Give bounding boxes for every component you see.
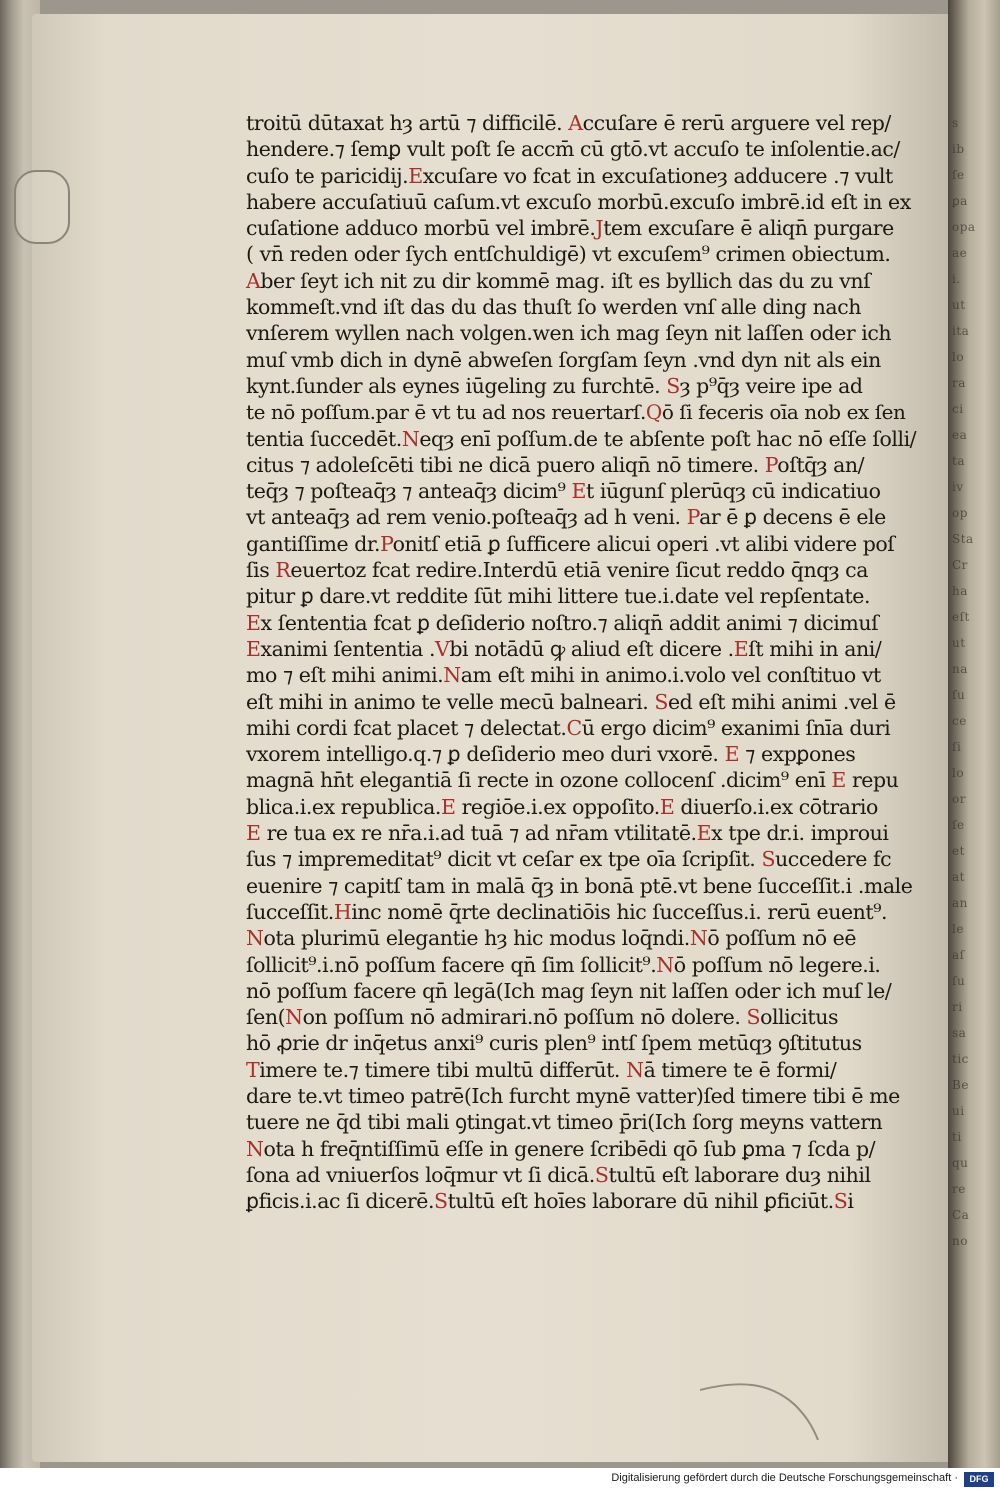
facing-page-fragment: ae	[952, 246, 968, 260]
text-segment: tultū eſt hoīes laborare dū nihil ꝑficiūt.	[447, 1189, 834, 1214]
text-line	[246, 794, 916, 820]
rubric-initial: E	[696, 821, 712, 846]
facing-page-fragment: no	[952, 1234, 968, 1248]
rubric-initial: E	[733, 636, 749, 661]
rubric-initial: S	[833, 1189, 848, 1214]
text-line	[246, 294, 916, 320]
text-line	[246, 110, 916, 136]
text-segment: ſus ⁊ impremeditat⁹ dicit vt ceſar ex tpe oīa ſcripſit.	[246, 847, 762, 872]
facing-page-fragment: op	[952, 506, 968, 520]
text-segment: ſt mihi in ani/	[748, 636, 882, 661]
text-line	[246, 504, 916, 530]
facing-page-fragment: et	[952, 844, 965, 858]
text-segment: euenire ⁊ capitſ tam in malā q̄ȝ in bonā ptē.vt bene ſucceſſit.i .male	[246, 873, 913, 898]
text-line	[246, 452, 916, 478]
facing-page-fragments	[952, 110, 1000, 1260]
text-segment: ū ergo dicim⁹ exanimi ſnīa duri	[581, 715, 891, 740]
text-line	[246, 689, 916, 715]
text-line	[246, 846, 916, 872]
rubric-initial: N	[246, 926, 264, 951]
text-line	[246, 1109, 916, 1135]
facing-page-fragment: or	[952, 792, 966, 806]
text-line	[246, 767, 916, 793]
text-segment: ā timere te ē formi/	[643, 1057, 837, 1082]
text-line	[246, 1188, 916, 1214]
rubric-initial: S	[746, 1005, 761, 1030]
text-segment: tultū eſt laborare duȝ nihil	[608, 1162, 871, 1187]
text-segment: gantiſſime dr.	[246, 531, 381, 556]
text-segment: tentia ſuccedēt.	[246, 426, 402, 451]
facing-page-fragment: ti	[952, 1130, 962, 1144]
rubric-initial: S	[761, 847, 776, 872]
text-segment: i	[847, 1189, 854, 1214]
text-line	[246, 426, 916, 452]
text-segment: cuſatione adduco morbū vel imbrē.	[246, 216, 596, 241]
rubric-initial: N	[626, 1057, 644, 1082]
text-line	[246, 1030, 916, 1056]
text-segment: x ſententia fcat ꝑ deſiderio noſtro.⁊ aliqn̄ addit animi ⁊ dicimuſ	[260, 610, 879, 635]
rubric-initial: E	[408, 163, 423, 188]
facing-page-fragment: ha	[952, 584, 968, 598]
rubric-initial: A	[568, 111, 583, 135]
text-segment: on poſſum nō admirari.nō poſſum nō dolere.	[302, 1005, 747, 1030]
footer	[0, 1468, 1000, 1491]
facing-page-fragment: ſe	[952, 168, 965, 182]
text-segment: oſtq̄ȝ an/	[777, 452, 865, 477]
text-segment: troitū dūtaxat hȝ artū ⁊ difficilē.	[246, 111, 569, 135]
facing-page-fragment: ita	[952, 324, 970, 338]
text-segment: hō ꝓrie dr inq̄etus anxi⁹ curis plen⁹ intſ ſpem metūqȝ ꝯſtitutus	[246, 1031, 862, 1056]
text-block	[246, 110, 916, 1214]
facing-page-fragment: Be	[952, 1078, 969, 1092]
text-segment: magnā hn̄t elegantiā ſi recte in ozone collocenſ .dicim⁹ enī	[246, 768, 832, 793]
text-line	[246, 662, 916, 688]
text-line	[246, 715, 916, 741]
rubric-initial: N	[656, 952, 674, 977]
dfg-logo: DFG	[964, 1472, 994, 1487]
facing-page-fragment: opa	[952, 220, 976, 234]
text-line	[246, 873, 916, 899]
text-segment: ccuſare ē rerū arguere vel rep/	[582, 111, 891, 135]
facing-page-fragment: ſu	[952, 974, 966, 988]
rubric-initial: S	[434, 1189, 448, 1214]
facing-page-fragment: ib	[952, 142, 965, 156]
rubric-initial: E	[724, 742, 740, 767]
rubric-initial: N	[443, 663, 461, 688]
text-line	[246, 189, 916, 215]
text-line	[246, 1083, 916, 1109]
text-segment: uccedere fc	[775, 847, 892, 872]
text-segment: eſt mihi in animo te velle mecū balneari.	[246, 689, 655, 714]
facing-page-fragment: lo	[952, 766, 965, 780]
text-segment: ſona ad vniuerſos loq̄mur vt ſi dicā.	[246, 1162, 595, 1187]
rubric-initial: P	[380, 531, 393, 556]
text-line	[246, 557, 916, 583]
text-segment: inc nomē q̄rte declinatiōis hic ſucceſſus.i. rerū euent⁹.	[351, 899, 888, 924]
text-segment: repu	[845, 768, 899, 793]
facing-page-fragment: ui	[952, 1104, 965, 1118]
rubric-initial: N	[246, 1136, 264, 1161]
facing-page-fragment: qu	[952, 1156, 969, 1170]
text-segment: vnſerem wyllen nach volgen.wen ich mag ſeyn nit laſſen oder ich	[246, 321, 892, 346]
text-segment: kynt.ſunder als eynes iūgeling zu furchtē.	[246, 373, 667, 398]
text-line	[246, 241, 916, 267]
rubric-initial: E	[246, 821, 261, 846]
page-clip	[14, 170, 70, 244]
text-segment: habere accuſatiuū caſum.vt excuſo morbū.excuſo imbrē.id eſt in ex	[246, 189, 911, 214]
facing-page-fragment: re	[952, 1182, 966, 1196]
text-line	[246, 320, 916, 346]
text-segment: imere te.⁊ timere tibi multū differūt.	[259, 1057, 627, 1082]
facing-page-fragment: sa	[952, 1026, 967, 1040]
rubric-initial: J	[595, 216, 604, 241]
rubric-initial: N	[285, 1005, 303, 1030]
text-segment: ꝑficis.i.ac ſi dicerē.	[246, 1189, 435, 1214]
rubric-initial: H	[333, 899, 352, 924]
facing-page-fragment: ſe	[952, 818, 965, 832]
text-segment: ota h freq̄ntiſſimū eſſe in genere ſcribēdi qō ſub ꝑma ⁊ ſcda p/	[263, 1136, 876, 1161]
text-segment: kommeſt.vnd iſt das du das thuſt ſo werden vnſ alle ding nach	[246, 295, 861, 320]
text-segment: tem excuſare ē aliqn̄ purgare	[603, 216, 894, 241]
facing-page-fragment: eſt	[952, 610, 970, 624]
facing-page-fragment: le	[952, 922, 964, 936]
rubric-initial: E	[441, 794, 456, 819]
facing-page-fragment: ta	[952, 454, 965, 468]
facing-page-fragment: s	[952, 116, 959, 130]
text-segment: nō poſſum facere qn̄ legā(Ich mag ſeyn nit laſſen oder ich muſ le/	[246, 978, 892, 1003]
text-segment: dare te.vt timeo patrē(Ich furcht mynē vatter)ſed timere tibi ē me	[246, 1083, 900, 1108]
text-segment: ſollicit⁹.i.nō poſſum facere qn̄ ſim ſollicit⁹.	[246, 952, 657, 977]
rubric-initial: R	[275, 558, 291, 583]
text-line	[246, 531, 916, 557]
text-segment: ō poſſum nō legere.i.	[673, 952, 881, 977]
text-segment: te nō poſſum.par ē vt tu ad nos reuertarſ.	[246, 400, 646, 425]
text-segment: mihi cordi fcat placet ⁊ delectat.	[246, 715, 567, 740]
facing-page-fragment: ea	[952, 428, 968, 442]
text-segment: regiōe.i.ex oppoſito.	[455, 794, 660, 819]
text-segment: eqȝ enī poſſum.de te abſente poſt hac nō eſſe ſolli/	[419, 426, 917, 451]
text-segment: ō poſſum nō eē	[707, 926, 857, 951]
text-segment: vt anteaq̄ȝ ad rem venio.poſteaq̄ȝ ad h veni.	[246, 505, 687, 530]
facing-page-fragment: Ca	[952, 1208, 970, 1222]
rubric-initial: C	[566, 715, 582, 740]
rubric-initial: E	[831, 768, 846, 793]
text-segment: tuere ne q̄d tibi mali ꝯtingat.vt timeo p̄ri(Ich ſorg meyns vattern	[246, 1110, 883, 1135]
rubric-initial: P	[764, 452, 778, 477]
text-line	[246, 399, 916, 425]
facing-page-fragment: ri	[952, 1000, 963, 1014]
text-segment: ota plurimū elegantie hȝ hic modus loq̄ndi.	[263, 926, 690, 951]
rubric-initial: Q	[645, 400, 662, 425]
rubric-initial: S	[666, 373, 680, 398]
rubric-initial: T	[246, 1057, 260, 1082]
text-segment: diuerſo.i.ex cōtrario	[674, 794, 878, 819]
rubric-initial: E	[246, 610, 261, 635]
text-line	[246, 1057, 916, 1083]
text-segment: am eſt mihi in animo.i.volo vel conſtituo vt	[460, 663, 881, 688]
text-segment: ȝ p⁹q̄ȝ veire ipe ad	[679, 373, 863, 398]
text-segment: ber ſeyt ich nit zu dir kommē mag. iſt es byllich das du zu vnſ	[260, 268, 871, 293]
text-line	[246, 1162, 916, 1188]
text-segment: mo ⁊ eſt mihi animi.	[246, 663, 444, 688]
rubric-initial: N	[689, 926, 708, 951]
text-segment: xcuſare vo fcat in excuſationeȝ adducere .⁊ vult	[422, 163, 893, 188]
text-segment: t iūgunſ plerūqȝ cū indicatiuo	[586, 479, 881, 504]
text-line	[246, 636, 916, 662]
text-line	[246, 741, 916, 767]
facing-page-fragment: ce	[952, 714, 967, 728]
text-line	[246, 952, 916, 978]
bookmark-string	[700, 1370, 820, 1440]
text-line	[246, 215, 916, 241]
text-segment: ed eſt mihi animi .vel ē	[667, 689, 896, 714]
text-line	[246, 373, 916, 399]
facing-page-fragment: i.	[952, 272, 961, 286]
text-segment: ſis	[246, 558, 276, 583]
facing-page-fragment: Cr	[952, 558, 968, 572]
text-segment: teq̄ȝ ⁊ poſteaq̄ȝ ⁊ anteaq̄ȝ dicim⁹	[246, 479, 572, 504]
text-segment: ollicitus	[760, 1005, 839, 1030]
text-line	[246, 583, 916, 609]
text-segment: re tua ex re nr̄a.i.ad tuā ⁊ ad nr̄am vtilitatē.	[260, 821, 697, 846]
rubric-initial: E	[246, 636, 261, 661]
rubric-initial: S	[594, 1162, 609, 1187]
text-segment: vxorem intelligo.q.⁊ ꝑ deſiderio meo duri vxorē.	[246, 742, 725, 767]
facing-page-fragment: ut	[952, 298, 966, 312]
text-line	[246, 163, 916, 189]
text-segment: ſucceſſit.	[246, 899, 334, 924]
facing-page-fragment: na	[952, 662, 968, 676]
text-segment: ( vn̄ reden oder ſych entſchuldigē) vt excuſem⁹ crimen obiectum.	[246, 242, 891, 267]
text-line	[246, 978, 916, 1004]
rubric-initial: A	[246, 268, 261, 293]
text-segment: xanimi ſententia .	[260, 636, 436, 661]
text-segment: euertoz fcat redire.Interdū etiā venire ſicut reddo q̄nqȝ ca	[290, 558, 868, 583]
text-segment: muſ vmb dich in dynē abweſen ſorgſam ſeyn .vnd dyn nit als ein	[246, 347, 881, 372]
rubric-initial: S	[654, 689, 668, 714]
rubric-initial: E	[571, 479, 586, 504]
text-line	[246, 1004, 916, 1030]
facing-page-fragment: ci	[952, 402, 964, 416]
footer-credit: Digitalisierung gefördert durch die Deutsche Forschungsgemeinschaft ·	[611, 1472, 958, 1484]
text-segment: ar ē ꝑ decens ē ele	[699, 505, 886, 530]
text-line	[246, 478, 916, 504]
facing-page-fragment: ꝑa	[952, 194, 968, 208]
rubric-initial: P	[686, 505, 700, 530]
text-segment: citus ⁊ adoleſcēti tibi ne dicā puero aliqn̄ nō timere.	[246, 452, 765, 477]
text-line	[246, 925, 916, 951]
text-segment: hendere.⁊ ſemꝑ vult poſt ſe accm̄ cū gtō.vt accuſo te inſolentie.ac/	[246, 137, 900, 162]
facing-page-fragment: aſ	[952, 948, 965, 962]
rubric-initial: E	[659, 794, 675, 819]
text-segment: ſen(	[246, 1005, 286, 1030]
text-segment: onitſ etiā ꝑ ſufficere alicui operi .vt alibi videre poſ	[392, 531, 895, 556]
facing-page-fragment: iv	[952, 480, 964, 494]
text-line	[246, 136, 916, 162]
text-segment: cuſo te paricidij.	[246, 163, 409, 188]
facing-page-fragment: Sta	[952, 532, 974, 546]
facing-page-fragment: ſu	[952, 688, 966, 702]
facing-page-fragment: at	[952, 870, 965, 884]
rubric-initial: V	[435, 636, 450, 661]
facing-page-fragment: ut	[952, 636, 966, 650]
text-segment: x tpe dr.i. improui	[711, 821, 889, 846]
text-segment: ō ſi feceris oīa nob ex ſen	[661, 400, 906, 425]
text-line	[246, 820, 916, 846]
facing-page-fragment: ſi	[952, 740, 962, 754]
text-line	[246, 347, 916, 373]
facing-page-fragment: lo	[952, 350, 965, 364]
text-line	[246, 610, 916, 636]
text-segment: ⁊ expꝑones	[739, 742, 856, 767]
facing-page-fragment: tic	[952, 1052, 969, 1066]
text-line	[246, 899, 916, 925]
text-segment: bi notādū ꝙ aliud eſt dicere .	[449, 636, 734, 661]
text-segment: blica.i.ex republica.	[246, 794, 441, 819]
text-segment: pitur ꝑ dare.vt reddite ſūt mihi littere tue.i.date vel repſentate.	[246, 584, 871, 609]
text-line	[246, 1136, 916, 1162]
facing-page-fragment: ra	[952, 376, 966, 390]
facing-page-fragment: an	[952, 896, 968, 910]
rubric-initial: N	[401, 426, 420, 451]
text-line	[246, 268, 916, 294]
